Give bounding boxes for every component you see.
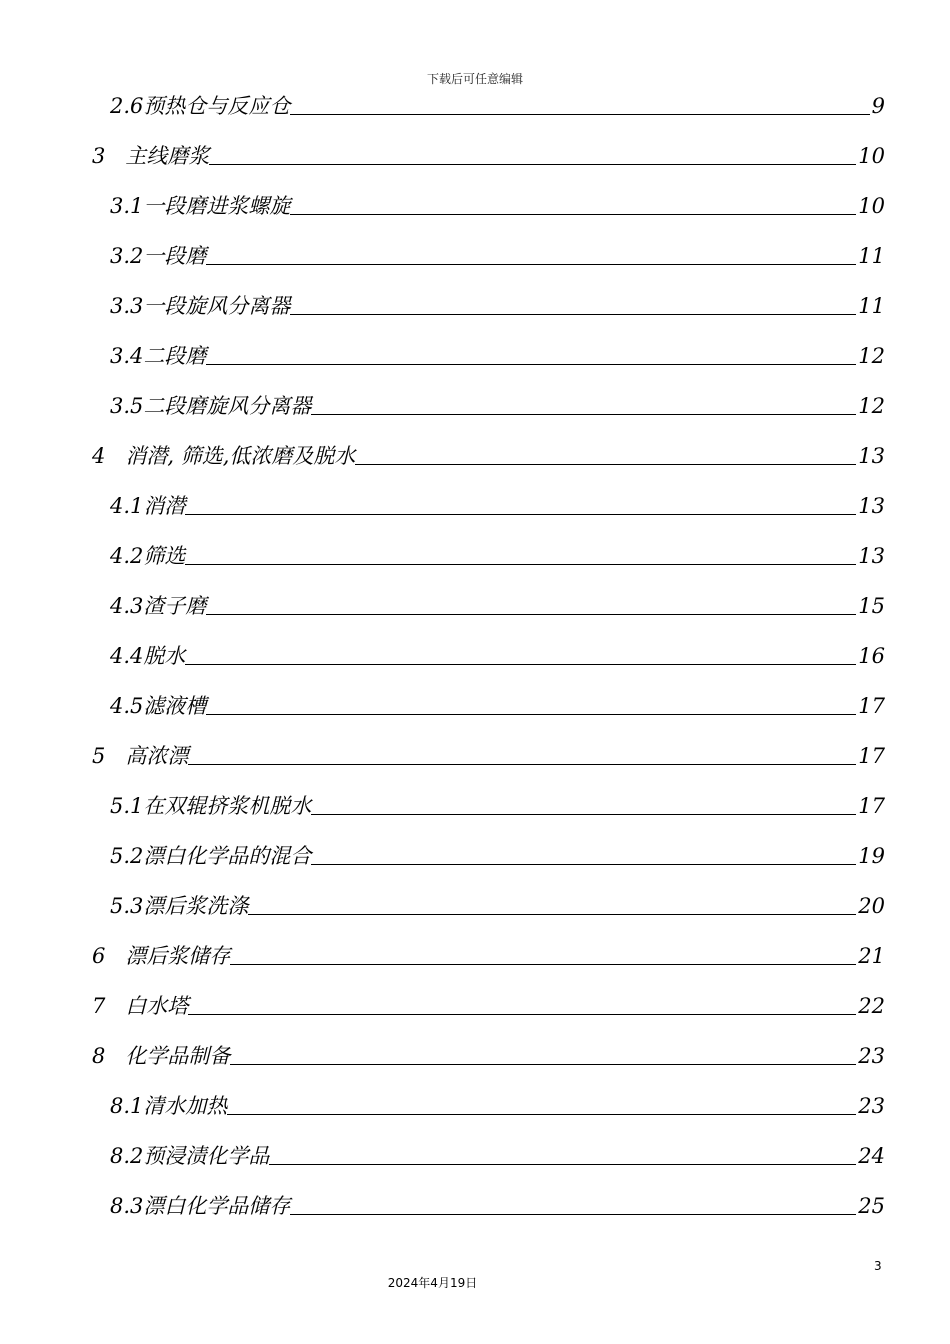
toc-entry-page: 20: [858, 894, 885, 918]
page-header: 下载后可任意编辑: [426, 72, 523, 86]
toc-leader-line: [311, 863, 856, 865]
toc-entry[interactable]: [110, 378, 885, 418]
toc-entry[interactable]: [92, 1028, 885, 1068]
page-number: 3: [874, 1259, 882, 1273]
toc-entry-page: 10: [858, 194, 885, 218]
toc-leader-line: [185, 663, 856, 665]
toc-entry-page: 21: [858, 944, 885, 968]
toc-leader-line: [230, 963, 856, 965]
toc-entry[interactable]: [110, 278, 885, 318]
toc-entry-page: 15: [858, 594, 885, 618]
toc-entry-label: 8 化学品制备: [92, 1044, 231, 1068]
toc-entry-page: 12: [858, 394, 885, 418]
toc-entry-page: 24: [858, 1144, 885, 1168]
toc-leader-line: [185, 513, 856, 515]
toc-entry[interactable]: [110, 1128, 885, 1168]
toc-entry-label: 4.3渣子磨: [110, 594, 207, 618]
toc-leader-line: [290, 1213, 856, 1215]
toc-entry-label: 3.1一段磨进浆螺旋: [110, 194, 291, 218]
toc-leader-line: [248, 913, 856, 915]
toc-entry-page: 16: [858, 644, 885, 668]
toc-leader-line: [185, 563, 856, 565]
toc-leader-line: [206, 613, 856, 615]
toc-entry-page: 12: [858, 344, 885, 368]
toc-entry-page: 13: [858, 444, 885, 468]
toc-leader-line: [209, 163, 856, 165]
toc-entry-page: 11: [858, 244, 885, 268]
toc-leader-line: [290, 313, 856, 315]
toc-entry-page: 9: [871, 94, 885, 118]
toc-entry[interactable]: [92, 128, 885, 168]
toc-leader-line: [206, 363, 856, 365]
toc-entry-page: 23: [858, 1044, 885, 1068]
toc-entry-page: 23: [858, 1094, 885, 1118]
toc-leader-line: [311, 413, 856, 415]
toc-entry-label: 8.1清水加热: [110, 1094, 228, 1118]
toc-entry-page: 11: [858, 294, 885, 318]
toc-entry-label: 4.2筛选: [110, 544, 186, 568]
toc-entry-label: 5 高浓漂: [92, 744, 189, 768]
toc-entry[interactable]: [110, 628, 885, 668]
toc-entry[interactable]: [110, 528, 885, 568]
toc-entry-label: 5.1在双辊挤浆机脱水: [110, 794, 312, 818]
toc-entry[interactable]: [92, 978, 885, 1018]
toc-entry[interactable]: [110, 78, 885, 118]
toc-entry-page: 13: [858, 494, 885, 518]
toc-entry-page: 13: [858, 544, 885, 568]
toc-entry[interactable]: [110, 578, 885, 618]
toc-entry-label: 8.2预浸渍化学品: [110, 1144, 270, 1168]
toc-entry-label: 3 主线磨浆: [92, 144, 210, 168]
toc-entry-label: 3.5二段磨旋风分离器: [110, 394, 312, 418]
toc-leader-line: [227, 1113, 856, 1115]
toc-leader-line: [230, 1063, 856, 1065]
toc-leader-line: [188, 1013, 856, 1015]
toc-leader-line: [290, 213, 856, 215]
toc-entry[interactable]: [110, 228, 885, 268]
toc-entry[interactable]: [92, 928, 885, 968]
toc-entry-page: 17: [858, 694, 885, 718]
toc-entry-label: 8.3漂白化学品储存: [110, 1194, 291, 1218]
toc-leader-line: [269, 1163, 856, 1165]
toc-entry-label: 4.4脱水: [110, 644, 186, 668]
toc-leader-line: [311, 813, 856, 815]
toc-leader-line: [290, 113, 869, 115]
toc-entry[interactable]: [92, 728, 885, 768]
toc-entry-label: 3.3一段旋风分离器: [110, 294, 291, 318]
toc-entry-label: 6 漂后浆储存: [92, 944, 231, 968]
toc-entry[interactable]: [110, 478, 885, 518]
toc-entry-label: 3.4二段磨: [110, 344, 207, 368]
toc-entry-label: 5.3漂后浆洗涤: [110, 894, 249, 918]
toc-entry[interactable]: [110, 1178, 885, 1218]
toc-entry[interactable]: [110, 1078, 885, 1118]
toc-entry-label: 5.2漂白化学品的混合: [110, 844, 312, 868]
toc-entry-page: 17: [858, 744, 885, 768]
toc-entry[interactable]: [110, 878, 885, 918]
toc-entry-label: 4.1消潜: [110, 494, 186, 518]
toc-entry-page: 10: [858, 144, 885, 168]
toc-leader-line: [188, 763, 856, 765]
toc-leader-line: [206, 263, 856, 265]
toc-leader-line: [355, 463, 856, 465]
footer-date: 2024年4月19日: [387, 1276, 478, 1290]
toc-entry-label: 4.5滤液槽: [110, 694, 207, 718]
toc-entry[interactable]: [110, 828, 885, 868]
toc-entry-label: 2.6预热仓与反应仓: [110, 94, 291, 118]
toc-entry[interactable]: [92, 428, 885, 468]
toc-entry[interactable]: [110, 328, 885, 368]
toc-entry-page: 17: [858, 794, 885, 818]
toc-entry-label: 3.2一段磨: [110, 244, 207, 268]
toc-entry[interactable]: [110, 178, 885, 218]
toc-leader-line: [206, 713, 856, 715]
toc-entry-label: 4 消潜, 筛选,低浓磨及脱水: [92, 444, 356, 468]
toc-entry-page: 22: [858, 994, 885, 1018]
toc-entry-label: 7 白水塔: [92, 994, 189, 1018]
toc-entry[interactable]: [110, 778, 885, 818]
toc-entry-page: 25: [858, 1194, 885, 1218]
toc-entry[interactable]: [110, 678, 885, 718]
toc-entry-page: 19: [858, 844, 885, 868]
